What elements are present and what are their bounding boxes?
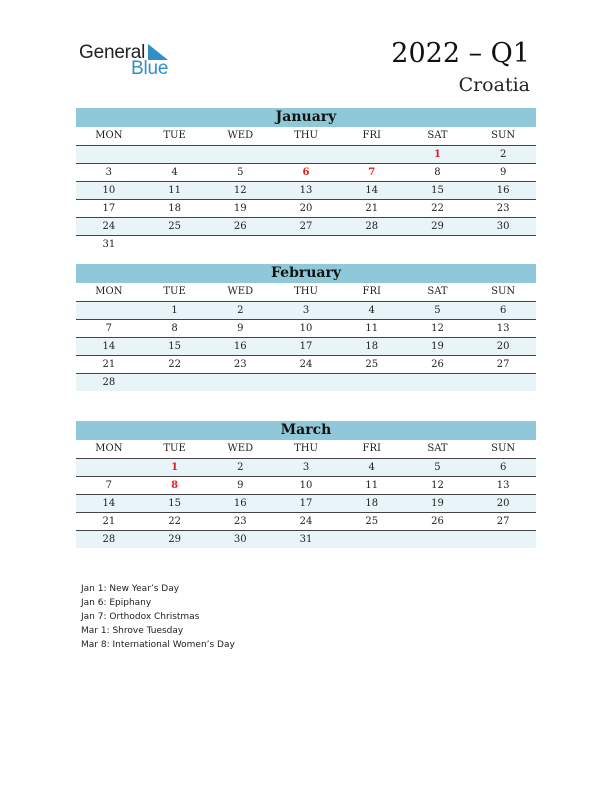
day-of-week-label: THU [294, 286, 318, 297]
day-of-week-label: FRI [362, 130, 381, 141]
week-row [76, 338, 536, 356]
day-cell: 1 [171, 462, 179, 473]
day-cell: 10 [299, 480, 313, 491]
empty-day-cell [339, 374, 405, 391]
day-of-week-label: THU [294, 443, 318, 454]
day-cell: 2 [237, 462, 244, 473]
day-cell: 21 [102, 516, 116, 527]
empty-day-cell [339, 146, 405, 163]
day-cell: 9 [499, 167, 507, 178]
empty-day-cell [470, 236, 536, 253]
empty-day-cell [76, 146, 142, 163]
week-row [76, 164, 536, 182]
day-cell: 20 [496, 498, 510, 509]
day-cell: 23 [233, 359, 247, 370]
day-cell: 26 [233, 221, 247, 232]
day-cell: 22 [168, 359, 181, 370]
day-cell: 15 [431, 185, 444, 196]
day-cell: 18 [365, 498, 379, 509]
day-cell: 28 [365, 221, 379, 232]
day-of-week-label: SAT [427, 130, 448, 141]
day-cell: 27 [496, 516, 510, 527]
day-cell: 28 [102, 534, 116, 545]
holiday-item: Jan 7: Orthodox Christmas [81, 612, 200, 622]
empty-day-cell [142, 374, 208, 391]
week-row [76, 320, 536, 338]
day-cell: 24 [102, 221, 116, 232]
day-cell: 27 [299, 221, 313, 232]
day-cell: 13 [496, 323, 510, 334]
week-row [76, 236, 536, 253]
day-cell: 28 [102, 377, 116, 388]
day-of-week-label: SUN [491, 130, 516, 141]
empty-day-cell [142, 146, 208, 163]
day-cell: 8 [171, 480, 179, 491]
day-cell: 27 [496, 359, 510, 370]
day-cell: 5 [434, 462, 441, 473]
day-of-week-label: MON [95, 286, 123, 297]
empty-day-cell [207, 146, 273, 163]
day-cell: 6 [499, 305, 507, 316]
day-of-week-label: WED [227, 443, 254, 454]
day-of-week-label: TUE [163, 130, 186, 141]
day-cell: 19 [233, 203, 247, 214]
logo-word-general: General [79, 42, 146, 63]
day-cell: 4 [171, 167, 178, 178]
day-of-week-label: SAT [427, 443, 448, 454]
week-row [76, 182, 536, 200]
day-of-week-label: SUN [491, 286, 516, 297]
day-cell: 23 [496, 203, 510, 214]
day-cell: 12 [431, 323, 444, 334]
day-cell: 3 [105, 167, 113, 178]
day-cell: 10 [102, 185, 116, 196]
day-cell: 14 [102, 498, 116, 509]
empty-day-cell [339, 531, 405, 548]
day-cell: 11 [168, 185, 181, 196]
week-row [76, 200, 536, 218]
day-cell: 2 [237, 305, 244, 316]
day-of-week-label: FRI [362, 286, 381, 297]
day-of-week-label: MON [95, 130, 123, 141]
day-cell: 23 [233, 516, 247, 527]
day-cell: 12 [431, 480, 444, 491]
week-row [76, 356, 536, 374]
day-cell: 31 [299, 534, 313, 545]
day-of-week-label: SAT [427, 286, 448, 297]
month-february [76, 264, 536, 391]
day-cell: 11 [365, 480, 379, 491]
day-cell: 13 [299, 185, 313, 196]
day-cell: 25 [365, 516, 379, 527]
holiday-item: Mar 8: International Women’s Day [81, 640, 235, 650]
day-cell: 26 [431, 516, 444, 527]
logo-word-blue: Blue [131, 58, 169, 79]
week-row [76, 477, 536, 495]
day-cell: 6 [499, 462, 507, 473]
empty-day-cell [76, 302, 142, 319]
day-cell: 12 [233, 185, 247, 196]
day-of-week-label: SUN [491, 443, 516, 454]
empty-day-cell [273, 374, 339, 391]
day-of-week-label: FRI [362, 443, 381, 454]
day-cell: 26 [431, 359, 444, 370]
day-cell: 20 [299, 203, 313, 214]
day-cell: 14 [102, 341, 116, 352]
month-header: January [76, 108, 536, 127]
day-cell: 4 [368, 305, 375, 316]
week-row [76, 513, 536, 531]
week-row [76, 531, 536, 548]
day-cell: 29 [168, 534, 181, 545]
empty-day-cell [273, 236, 339, 253]
day-of-week-label: WED [227, 286, 254, 297]
month-january [76, 108, 536, 253]
day-cell: 5 [434, 305, 441, 316]
day-cell: 7 [105, 323, 113, 334]
day-cell: 22 [431, 203, 444, 214]
day-cell: 25 [168, 221, 181, 232]
day-cell: 7 [105, 480, 113, 491]
day-of-week-row [76, 283, 536, 302]
day-cell: 17 [299, 498, 313, 509]
day-cell: 15 [168, 498, 181, 509]
day-cell: 30 [496, 221, 510, 232]
month-header: February [76, 264, 536, 283]
week-row [76, 218, 536, 236]
empty-day-cell [207, 374, 273, 391]
day-cell: 21 [365, 203, 379, 214]
day-cell: 6 [302, 167, 310, 178]
holiday-item: Jan 6: Epiphany [81, 598, 152, 608]
holiday-item: Jan 1: New Year’s Day [81, 584, 180, 594]
day-of-week-row [76, 440, 536, 459]
week-row [76, 495, 536, 513]
empty-day-cell [470, 531, 536, 548]
empty-day-cell [142, 236, 208, 253]
day-cell: 9 [237, 323, 244, 334]
day-of-week-label: THU [294, 130, 318, 141]
page-title: 2022 – Q1 [391, 38, 530, 69]
month-header: March [76, 421, 536, 440]
holiday-list [81, 582, 235, 652]
empty-day-cell [273, 146, 339, 163]
day-cell: 20 [496, 341, 510, 352]
day-cell: 4 [368, 462, 375, 473]
day-cell: 1 [171, 305, 178, 316]
day-cell: 9 [237, 480, 244, 491]
empty-day-cell [405, 374, 471, 391]
day-cell: 24 [299, 359, 313, 370]
empty-day-cell [405, 236, 471, 253]
day-of-week-row [76, 127, 536, 146]
day-cell: 11 [365, 323, 379, 334]
day-cell: 25 [365, 359, 379, 370]
day-cell: 30 [233, 534, 247, 545]
day-cell: 18 [168, 203, 181, 214]
day-cell: 22 [168, 516, 181, 527]
day-of-week-label: TUE [163, 286, 186, 297]
day-cell: 3 [302, 305, 310, 316]
empty-day-cell [207, 236, 273, 253]
day-of-week-label: WED [227, 130, 254, 141]
week-row [76, 146, 536, 164]
day-of-week-label: TUE [163, 443, 186, 454]
holiday-item: Mar 1: Shrove Tuesday [81, 626, 184, 636]
day-cell: 8 [434, 167, 441, 178]
day-cell: 24 [299, 516, 313, 527]
day-cell: 29 [431, 221, 444, 232]
day-cell: 8 [171, 323, 178, 334]
day-cell: 13 [496, 480, 510, 491]
day-cell: 17 [102, 203, 116, 214]
week-row [76, 302, 536, 320]
empty-day-cell [405, 531, 471, 548]
day-cell: 14 [365, 185, 379, 196]
day-cell: 18 [365, 341, 379, 352]
day-cell: 7 [368, 167, 376, 178]
day-of-week-label: MON [95, 443, 123, 454]
day-cell: 2 [499, 149, 507, 160]
empty-day-cell [470, 374, 536, 391]
country-name: Croatia [458, 74, 530, 96]
day-cell: 17 [299, 341, 313, 352]
empty-day-cell [339, 236, 405, 253]
brand-logo [79, 40, 189, 80]
day-cell: 16 [496, 185, 510, 196]
day-cell: 10 [299, 323, 313, 334]
day-cell: 19 [431, 341, 444, 352]
day-cell: 16 [233, 341, 247, 352]
month-march [76, 421, 536, 548]
day-cell: 31 [102, 239, 116, 250]
day-cell: 21 [102, 359, 116, 370]
week-row [76, 374, 536, 391]
day-cell: 5 [237, 167, 244, 178]
day-cell: 3 [302, 462, 310, 473]
day-cell: 1 [433, 149, 441, 160]
day-cell: 19 [431, 498, 444, 509]
empty-day-cell [76, 459, 142, 476]
day-cell: 15 [168, 341, 181, 352]
week-row [76, 459, 536, 477]
day-cell: 16 [233, 498, 247, 509]
